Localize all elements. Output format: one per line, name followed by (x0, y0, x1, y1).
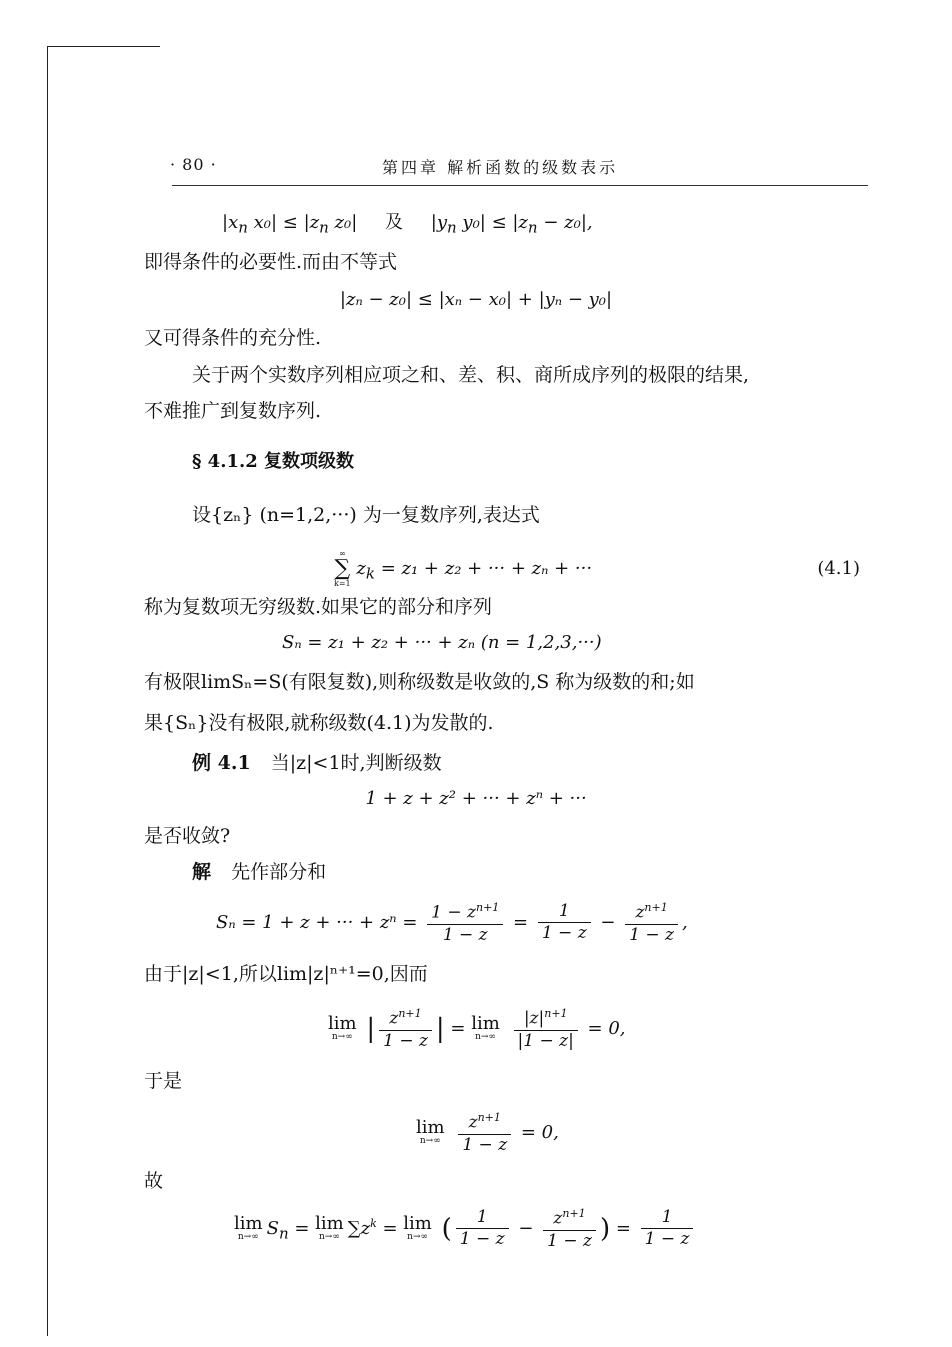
necessity-text: 即得条件的必要性.而由不等式 (144, 251, 398, 273)
solution-text: 先作部分和 (231, 861, 327, 883)
ineq-x-rest2: z₀| (328, 212, 358, 233)
geometric-series: 1 + z + z² + ··· + zⁿ + ··· (365, 788, 587, 809)
solution-label: 解 (192, 861, 212, 883)
equation-number: (4.1) (817, 558, 860, 579)
limit-equation-3: lim n→∞ $S_n = \lim$ n→∞ $\sum z^k = \lim$ n→∞ ( $\frac{1}{1 - z}$ − $\frac{z^{n+1}}{1 - z}$ ) = $\frac{1}{1 - z}$ (234, 1208, 697, 1250)
partial-sum-formula: Sₙ = 1 + z + ··· + zⁿ = $\frac{1 - z^{n+1}}{1 - z}$ = $\frac{1}{1 - z}$ − $\frac{z^{n+1}}{1 - z}$ , (216, 901, 688, 945)
generalize-line-2: 不难推广到复数序列. (144, 400, 322, 422)
conjunction-and: 及 (385, 212, 404, 233)
ineq-y-part: |y (430, 212, 447, 233)
fraction-1: $\frac{1 - z^{n+1}}{1 - z}$ (427, 902, 503, 944)
section-heading: § 4.1.2 复数项级数 (192, 451, 355, 472)
ineq-y-rest2: − z₀|, (537, 212, 593, 233)
inequality-top: $|x_n$ $x_0| \le |z_n$ z₀| 及 $|y_n$ $y_0| \le |z_n - z_0|$, (222, 212, 593, 237)
series-expression: = z₁ + z₂ + ··· + zₙ + ··· (380, 558, 593, 579)
sufficiency-text: 又可得条件的充分性. (144, 327, 322, 349)
inequality-middle: |zₙ − z₀| ≤ |xₙ − x₀| + |yₙ − y₀| (339, 289, 613, 310)
convergence-definition-2: 果{Sₙ}没有极限,就称级数(4.1)为发散的. (144, 712, 494, 734)
crop-mark-left (47, 46, 48, 1336)
sum-symbol: ∞ ∑ k=1 (334, 549, 351, 588)
running-title: 第四章 解析函数的级数表示 (382, 158, 619, 177)
ineq-x-rest: x₀| ≤ |z (247, 212, 320, 233)
series-equation: ∞ ∑ k=1 $z_k = z_1 + z_2$ + ··· + zₙ + ··· (334, 549, 593, 588)
ineq-y-rest: y₀| ≤ |z (456, 212, 528, 233)
crop-mark-top (48, 46, 160, 47)
partial-sum-lhs: Sₙ = 1 + z + ··· + zⁿ = (216, 911, 418, 933)
page-number: · 80 · (170, 155, 217, 174)
then-word: 于是 (144, 1070, 183, 1092)
example-label: 例 4.1 (192, 752, 251, 774)
limit-operator: lim n→∞ (328, 1013, 357, 1043)
generalize-line-1: 关于两个实数序列相应项之和、差、积、商所成序列的极限的结果, (192, 364, 750, 386)
convergence-definition-1: 有极限limSₙ=S(有限复数),则称级数是收敛的,S 称为级数的和;如 (144, 671, 695, 693)
limit-equation-1: lim n→∞ | $\frac{z^{n+1}}{1 - z}$ | = lim n→∞ $\frac{|z|^{n+1}}{|1 - z|}$ = 0, (328, 1007, 626, 1051)
since-text: 由于|z|<1,所以lim|z|ⁿ⁺¹=0,因而 (144, 963, 428, 985)
series-name-text: 称为复数项无穷级数.如果它的部分和序列 (144, 596, 493, 618)
ineq-x-part: |x (222, 212, 239, 233)
fraction-3: $\frac{z^{n+1}}{1 - z}$ (625, 902, 678, 944)
convergence-question: 是否收敛? (144, 825, 231, 847)
example-line (192, 754, 442, 773)
limit-equation-2: lim n→∞ $\frac{z^{n+1}}{1 - z}$ = 0, (416, 1111, 559, 1155)
series-definition: 设{zₙ} (n=1,2,···) 为一复数序列,表达式 (192, 504, 540, 526)
fraction-2: $\frac{1}{1 - z}$ (538, 903, 591, 942)
header-rule (172, 185, 868, 186)
partial-sum-equation: Sₙ = z₁ + z₂ + ··· + zₙ (n = 1,2,3,···) (282, 632, 602, 653)
example-text: 当|z|<1时,判断级数 (270, 752, 442, 774)
therefore-word: 故 (144, 1170, 164, 1192)
running-header (170, 155, 870, 183)
solution-line (192, 863, 326, 882)
